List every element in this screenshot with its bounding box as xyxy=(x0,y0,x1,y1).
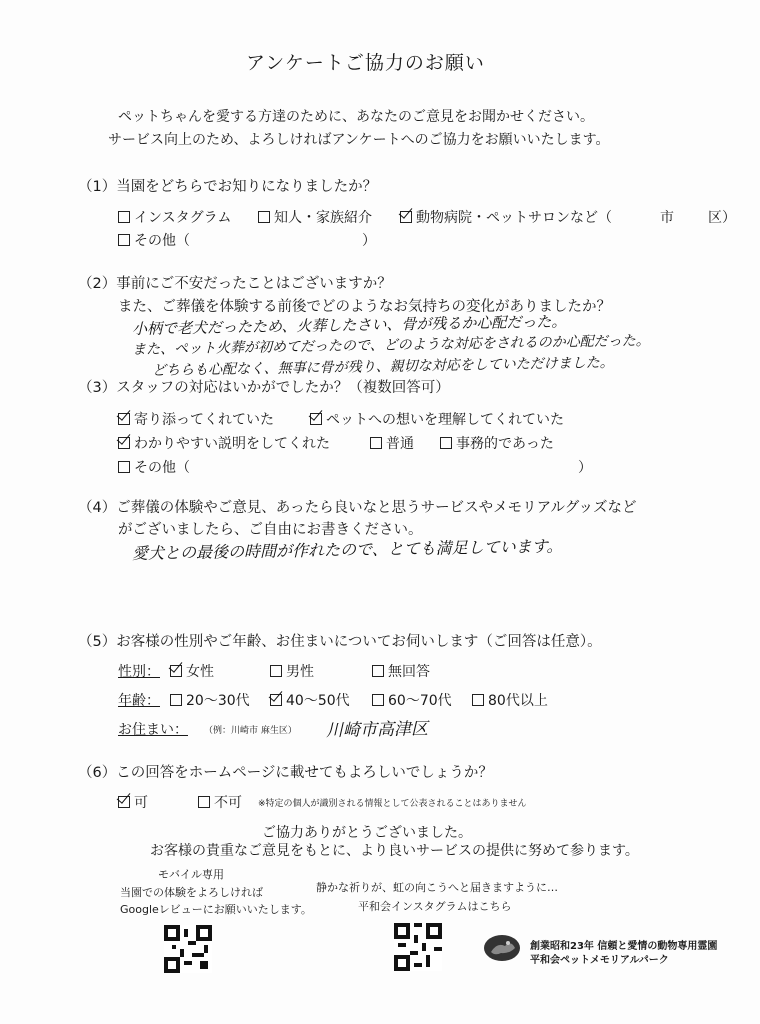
q3-option-normal-label: 普通 xyxy=(386,436,414,452)
q3-option-clear[interactable] xyxy=(118,433,330,453)
q3-option-business-label: 事務的であった xyxy=(456,436,554,452)
q4-question-2: がございましたら、ご自由にお書きください。 xyxy=(118,522,423,538)
q1-ward: 区） xyxy=(708,210,736,226)
q3-option-other-label: その他（ xyxy=(134,460,190,476)
q6-option-yes[interactable] xyxy=(118,792,148,812)
q1-city: 市 xyxy=(660,210,674,226)
q3-option-business[interactable] xyxy=(440,433,554,453)
checkbox-checked-icon[interactable] xyxy=(118,413,130,425)
q2-answer-line-2: また、ペット火葬が初めてだったので、どのような対応をされるのか心配だった。 xyxy=(131,332,650,358)
checkbox-icon[interactable] xyxy=(372,665,384,677)
checkbox-checked-icon[interactable] xyxy=(270,694,282,706)
checkbox-checked-icon[interactable] xyxy=(400,211,412,223)
q3-option-thoughts-label: ペットへの想いを理解してくれていた xyxy=(326,412,564,428)
google-review-qr-code[interactable] xyxy=(164,925,212,973)
age-20-30[interactable] xyxy=(170,690,250,710)
company-name: 平和会ペットメモリアルパーク xyxy=(530,955,669,966)
q6-option-yes-label: 可 xyxy=(134,795,148,811)
pet-memorial-park-logo-icon xyxy=(483,934,521,962)
q1-option-other[interactable] xyxy=(118,230,190,250)
q2-answer-line-3: どちらも心配なく、無事に骨が残り、親切な対応をしていただけました。 xyxy=(151,354,614,379)
checkbox-icon[interactable] xyxy=(440,437,452,449)
q6-question: （6）この回答をホームページに載せてもよろしいでしょうか？ xyxy=(78,765,493,781)
q1-option-instagram[interactable] xyxy=(118,207,231,227)
gender-female-label: 女性 xyxy=(186,664,214,680)
q3-option-close-label: 寄り添ってくれていた xyxy=(134,412,274,428)
q1-option-friend-label: 知人・家族紹介 xyxy=(274,210,372,226)
q1-option-instagram-label: インスタグラム xyxy=(134,210,232,226)
q4-question-1: （4）ご葬儀の体験やご意見、あったら良いなと思うサービスやメモリアルグッズなど xyxy=(78,500,637,516)
q3-option-normal[interactable] xyxy=(370,433,414,453)
gender-none[interactable] xyxy=(372,661,430,681)
checkbox-checked-icon[interactable] xyxy=(118,796,130,808)
footer-review-line-2: Googleレビューにお願いいたします。 xyxy=(120,903,312,916)
checkbox-checked-icon[interactable] xyxy=(170,665,182,677)
q6-option-no[interactable] xyxy=(198,792,242,812)
q3-option-close[interactable] xyxy=(118,409,274,429)
thanks-line-2: お客様の貴重なご意見をもとに、より良いサービスの提供に努めて参ります。 xyxy=(150,843,639,859)
q1-option-vet[interactable] xyxy=(400,207,612,227)
q2-question-2: また、ご葬儀を体験する前後でどのようなお気持ちの変化がありましたか？ xyxy=(118,299,611,315)
age-60-70[interactable] xyxy=(372,690,452,710)
address-example: （例：川崎市 麻生区） xyxy=(204,726,297,736)
gender-female[interactable] xyxy=(170,661,214,681)
footer-instagram: 平和会インスタグラムはこちら xyxy=(358,900,512,913)
checkbox-icon[interactable] xyxy=(472,694,484,706)
checkbox-checked-icon[interactable] xyxy=(310,413,322,425)
age-80-label: 80代以上 xyxy=(488,693,548,709)
footer-mobile-only: モバイル専用 xyxy=(158,868,224,881)
q6-note: ※特定の個人が識別される情報として公表されることはありません xyxy=(258,799,527,809)
age-60-70-label: 60〜70代 xyxy=(388,693,452,709)
checkbox-icon[interactable] xyxy=(118,234,130,246)
q3-option-clear-label: わかりやすい説明をしてくれた xyxy=(134,436,330,452)
company-tagline: 創業昭和23年 信頼と愛情の動物専用霊園 xyxy=(530,941,718,952)
address-label: お住まい： xyxy=(118,722,188,738)
intro-line-2: サービス向上のため、よろしければアンケートへのご協力をお願いいたします。 xyxy=(108,132,610,148)
q2-question-1: （2）事前にご不安だったことはございますか？ xyxy=(78,276,392,292)
q3-option-thoughts[interactable] xyxy=(310,409,564,429)
gender-male[interactable] xyxy=(270,661,314,681)
checkbox-checked-icon[interactable] xyxy=(118,437,130,449)
qr-code-icon xyxy=(394,923,442,971)
intro-line-1: ペットちゃんを愛する方達のために、あなたのご意見をお聞かせください。 xyxy=(118,109,594,125)
age-80[interactable] xyxy=(472,690,548,710)
checkbox-icon[interactable] xyxy=(370,437,382,449)
q1-other-close: ） xyxy=(362,233,376,249)
q3-option-other[interactable] xyxy=(118,457,190,477)
checkbox-icon[interactable] xyxy=(270,665,282,677)
gender-label: 性別： xyxy=(118,664,160,680)
age-40-50-label: 40〜50代 xyxy=(286,693,350,709)
q4-answer: 愛犬との最後の時間が作れたので、とても満足しています。 xyxy=(131,536,563,563)
footer-review-line-1: 当園での体験をよろしければ xyxy=(120,886,263,899)
age-40-50[interactable] xyxy=(270,690,350,710)
age-label: 年齢： xyxy=(118,693,160,709)
checkbox-icon[interactable] xyxy=(198,796,210,808)
q2-answer-line-1: 小柄で老犬だったため、火葬したさい、骨が残るか心配だった。 xyxy=(131,312,567,338)
gender-male-label: 男性 xyxy=(286,664,314,680)
q1-option-vet-label: 動物病院・ペットサロンなど（ xyxy=(416,210,612,226)
qr-code-icon xyxy=(164,925,212,973)
gender-none-label: 無回答 xyxy=(388,664,430,680)
thanks-line-1: ご協力ありがとうございました。 xyxy=(262,825,472,841)
instagram-qr-code[interactable] xyxy=(394,923,442,971)
age-20-30-label: 20〜30代 xyxy=(186,693,250,709)
q1-question: （1）当園をどちらでお知りになりましたか？ xyxy=(78,179,378,195)
footer-prayer: 静かな祈りが、虹の向こうへと届きますように… xyxy=(316,881,558,894)
q1-option-other-label: その他（ xyxy=(134,233,190,249)
checkbox-icon[interactable] xyxy=(372,694,384,706)
address-answer[interactable]: 川崎市高津区 xyxy=(325,719,429,741)
checkbox-icon[interactable] xyxy=(170,694,182,706)
q1-option-friend[interactable] xyxy=(258,207,372,227)
q3-question: （3）スタッフの対応はいかがでしたか？（複数回答可） xyxy=(78,380,450,396)
checkbox-icon[interactable] xyxy=(258,211,270,223)
q6-option-no-label: 不可 xyxy=(214,795,242,811)
page-title: アンケートご協力のお願い xyxy=(246,52,485,74)
q3-other-close: ） xyxy=(578,460,592,476)
checkbox-icon[interactable] xyxy=(118,211,130,223)
checkbox-icon[interactable] xyxy=(118,461,130,473)
q5-question: （5）お客様の性別やご年齢、お住まいについてお伺いします（ご回答は任意）。 xyxy=(78,634,602,650)
